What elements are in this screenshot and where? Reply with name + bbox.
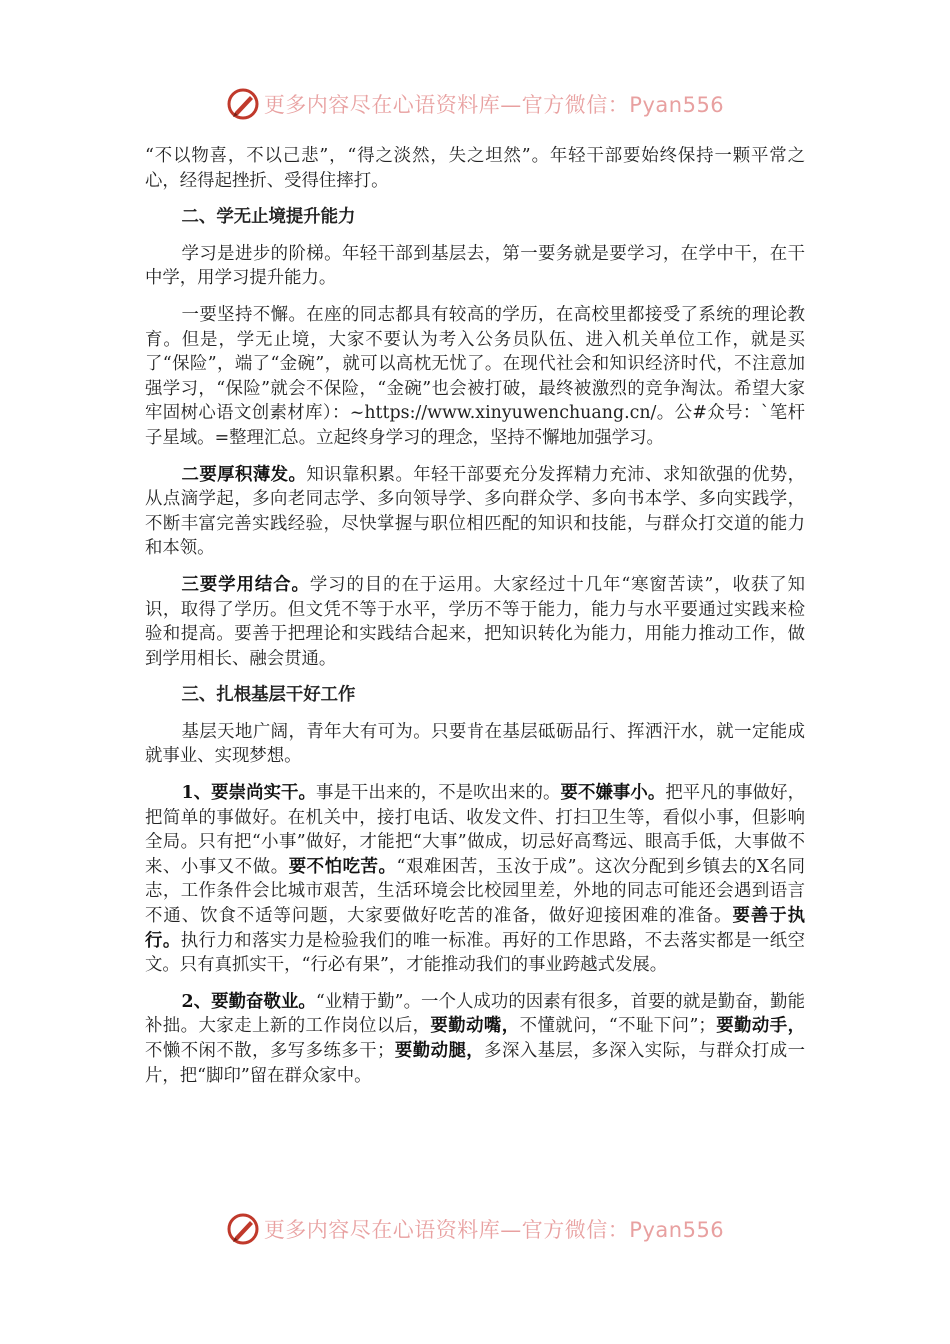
pen-logo-icon — [226, 1212, 260, 1246]
paragraph-text: 多深入基层，多深入实际，与群众打成一片，把“脚印”留在群众家中。 — [145, 1041, 805, 1086]
paragraph-text: 执行力和落实力是检验我们的唯一标准。再好的工作思路，不去落实都是一纸空文。只有真抓实干，“行必有果”，才能推动我们的事业跨越式发展。 — [145, 930, 805, 976]
bold-lead: 要善于执行。 — [145, 906, 805, 951]
document-body — [145, 144, 805, 1100]
bold-lead: 2、要勤奋敬业。 — [181, 991, 316, 1012]
paragraph-text: 知识靠积累。年轻干部要充分发挥精力充沛、求知欲强的优势，从点滴学起，多向老同志学、多向领导学、多向群众学、多向书本学、多向实践学，不断丰富完善实践经验，尽快掌握与职位相匹配的知识和技能，与群众打交道的能力和本领。 — [145, 464, 805, 559]
paragraph — [145, 463, 805, 561]
paragraph — [145, 573, 805, 671]
pen-logo-icon — [226, 87, 260, 121]
paragraph-text: “业精于勤”。一个人成功的因素有很多，首要的就是勤奋，勤能补拙。大家走上新的工作岗位以后， — [145, 991, 805, 1037]
paragraph — [145, 990, 805, 1088]
banner-text: 更多内容尽在心语资料库—官方微信：Pyan556 — [263, 93, 725, 117]
paragraph: 基层天地广阔，青年大有可为。只要肯在基层砥砺品行、挥洒汗水，就一定能成就事业、实现梦想。 — [145, 721, 805, 767]
paragraph: “不以物喜，不以己悲”，“得之淡然，失之坦然”。年轻干部要始终保持一颗平常之心，经得起挫折、受得住摔打。 — [145, 146, 805, 191]
bold-lead: 二要厚积薄发。 — [181, 464, 307, 485]
bold-lead: 要不嫌事小。 — [560, 783, 666, 804]
header-banner — [0, 84, 950, 124]
bold-lead: 要勤动嘴， — [430, 1016, 520, 1037]
banner-text: 更多内容尽在心语资料库—官方微信：Pyan556 — [263, 1218, 725, 1242]
footer-banner — [0, 1209, 950, 1249]
bold-lead: 1、要崇尚实干。 — [181, 783, 316, 804]
paragraph-text: 不懒不闲不散，多写多练多干； — [145, 1041, 395, 1061]
paragraph — [145, 781, 805, 978]
paragraph-text: 学习的目的在于运用。大家经过十几年“寒窗苦读”，收获了知识，取得了学历。但文凭不等于水平，学历不等于能力，能力与水平要通过实践来检验和提高。要善于把理论和实践结合起来，把知识转化为能力，用能力推动工作，做到学用相长、融会贯通。 — [145, 574, 805, 669]
paragraph-text: 不懂就问，“不耻下问”； — [519, 1016, 716, 1037]
paragraph-text: 把平凡的事做好，把简单的事做好。在机关中，接打电话、收发文件、打扫卫生等，看似小事，但影响全局。只有把“小事”做好，才能把“大事”做成，切忌好高骛远、眼高手低，大事做不来、小事又不做。 — [145, 783, 805, 877]
bold-lead: 三要学用结合。 — [181, 574, 310, 595]
section-heading: 三、扎根基层干好工作 — [181, 685, 356, 706]
bold-lead: 要勤动腿， — [394, 1041, 485, 1061]
bold-lead: 要勤动手， — [715, 1016, 805, 1037]
paragraph-text: 事是干出来的，不是吹出来的。 — [315, 783, 561, 804]
paragraph-text: “艰难困苦，玉汝于成”。这次分配到乡镇去的X名同志，工作条件会比城市艰苦，生活环境会比校园里差，外地的同志可能还会遇到语言不通、饮食不适等问题，大家要做好吃苦的准备，做好迎接困难的准备。 — [145, 856, 805, 927]
paragraph: 学习是进步的阶梯。年轻干部到基层去，第一要务就是要学习，在学中干，在干中学，用学习提升能力。 — [145, 243, 805, 289]
bold-lead: 要不怕吃苦。 — [288, 856, 397, 877]
paragraph: 一要坚持不懈。在座的同志都具有较高的学历，在高校里都接受了系统的理论教育。但是，学无止境，大家不要认为考入公务员队伍、进入机关单位工作，就是买了“保险”，端了“金碗”，就可以高枕无忧了。在现代社会和知识经济时代，不注意加强学习，“保险”就会不保险，“金碗”也会被打破，最终被激烈的竞争淘汰。希望大家牢固树心语文创素材库）：~https://www.xinyuwenchuang.cn/。公#众号：`笔杆子星域。=整理汇总。立起终身学习的理念，坚持不懈地加强学习。 — [145, 304, 805, 448]
section-heading: 二、学无止境提升能力 — [181, 207, 356, 228]
